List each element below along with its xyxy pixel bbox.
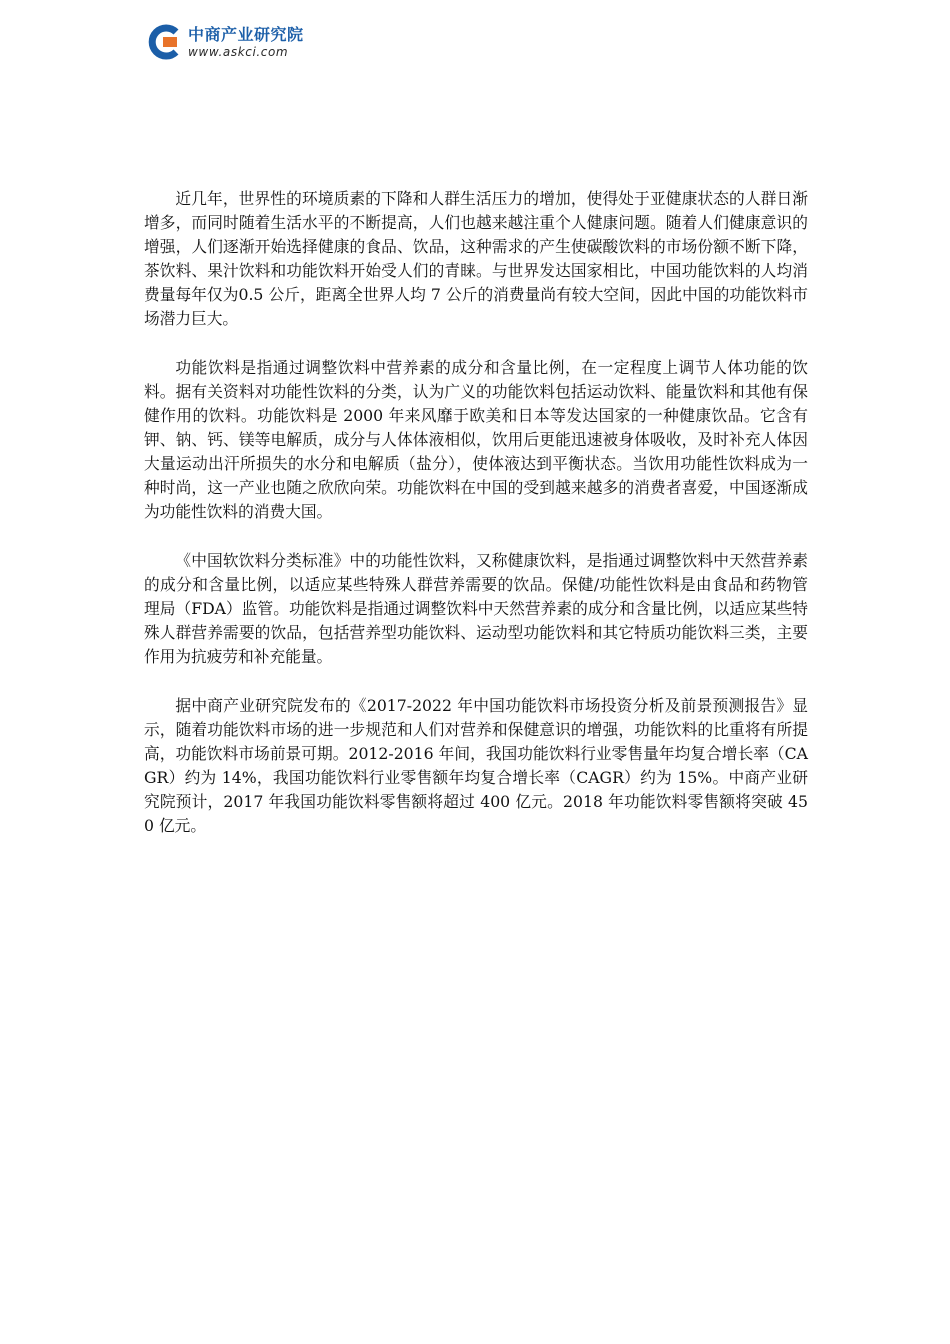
article-body — [144, 187, 808, 863]
paragraph-2: 功能饮料是指通过调整饮料中营养素的成分和含量比例，在一定程度上调节人体功能的饮料。据有关资料对功能性饮料的分类，认为广义的功能饮料包括运动饮料、能量饮料和其他有保健作用的饮料。功能饮料是 2000 年来风靡于欧美和日本等发达国家的一种健康饮品。它含有钾、钠、钙、镁等电解质，成分与人体体液相似，饮用后更能迅速被身体吸收，及时补充人体因大量运动出汗所损失的水分和电解质（盐分），使体液达到平衡状态。当饮用功能性饮料成为一种时尚，这一产业也随之欣欣向荣。功能饮料在中国的受到越来越多的消费者喜爱，中国逐渐成为功能性饮料的消费大国。 — [144, 358, 808, 521]
logo-name: 中商产业研究院 — [188, 24, 304, 44]
paragraph-1: 近几年，世界性的环境质素的下降和人群生活压力的增加，使得处于亚健康状态的人群日渐增多，而同时随着生活水平的不断提高，人们也越来越注重个人健康问题。随着人们健康意识的增强，人们逐渐开始选择健康的食品、饮品，这种需求的产生使碳酸饮料的市场份额不断下降，茶饮料、果汁饮料和功能饮料开始受人们的青睐。与世界发达国家相比，中国功能饮料的人均消费量每年仅为0.5 公斤，距离全世界人均 7 公斤的消费量尚有较大空间，因此中国的功能饮料市场潜力巨大。 — [144, 189, 808, 328]
page-header — [146, 22, 304, 62]
logo-text — [188, 24, 304, 59]
askci-logo-icon — [146, 24, 182, 60]
paragraph-4: 据中商产业研究院发布的《2017-2022 年中国功能饮料市场投资分析及前景预测报告》显示，随着功能饮料市场的进一步规范和人们对营养和保健意识的增强，功能饮料的比重将有所提高，功能饮料市场前景可期。2012-2016 年间，我国功能饮料行业零售量年均复合增长率（CAGR）约为 14%，我国功能饮料行业零售额年均复合增长率（CAGR）约为 15%。中商产业研究院预计，2017 年我国功能饮料零售额将超过 400 亿元。2018 年功能饮料零售额将突破 450 亿元。 — [144, 696, 808, 835]
logo-url: www.askci.com — [188, 44, 289, 59]
paragraph-3: 《中国软饮料分类标准》中的功能性饮料，又称健康饮料，是指通过调整饮料中天然营养素的成分和含量比例，以适应某些特殊人群营养需要的饮品。保健/功能性饮料是由食品和药物管理局（FDA）监管。功能饮料是指通过调整饮料中天然营养素的成分和含量比例，以适应某些特殊人群营养需要的饮品，包括营养型功能饮料、运动型功能饮料和其它特质功能饮料三类，主要作用为抗疲劳和补充能量。 — [144, 551, 808, 666]
